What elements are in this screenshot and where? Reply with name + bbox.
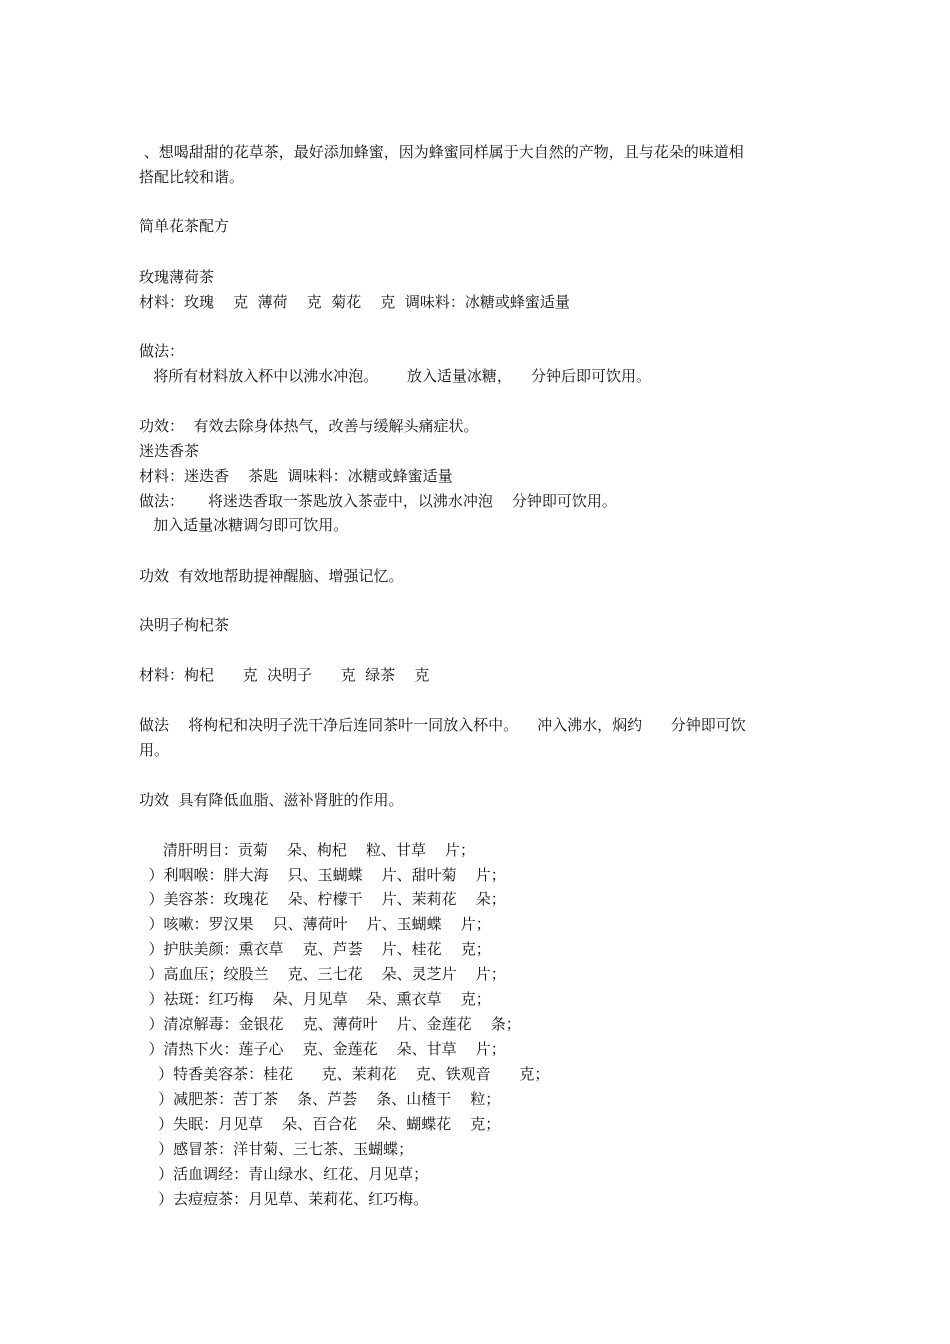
rosemary-effect: 功效 有效地帮助提神醒脑、增强记忆。 — [139, 567, 404, 585]
rose-mint-effect: 功效： 有效去除身体热气，改善与缓解头痛症状。 — [139, 417, 479, 435]
recipe-item: ）清凉解毒：金银花 克、薄荷叶 片、金莲花 条； — [139, 1015, 521, 1033]
recipe-item: ）高血压；绞股兰 克、三七花 朵、灵芝片 片； — [139, 965, 506, 983]
cassia-goji-effect: 功效 具有降低血脂、滋补肾脏的作用。 — [139, 791, 404, 809]
recipe-item: ）感冒茶：洋甘菊、三七茶、玉蝴蝶； — [139, 1140, 414, 1158]
recipe-item: ）活血调经：青山绿水、红花、月见草； — [139, 1165, 429, 1183]
recipe-item: ）减肥茶：苦丁茶 条、芦荟 条、山楂干 粒； — [139, 1090, 501, 1108]
recipe-item: ）祛斑：红巧梅 朵、月见草 朵、熏衣草 克； — [139, 990, 491, 1008]
recipe-item: ）咳嗽：罗汉果 只、薄荷叶 片、玉蝴蝶 片； — [139, 915, 491, 933]
intro-line-2: 搭配比较和谐。 — [139, 168, 245, 186]
cassia-goji-materials: 材料：枸杞 克 决明子 克 绿茶 克 — [139, 666, 430, 684]
recipe-item: ）特香美容茶：桂花 克、茉莉花 克、铁观音 克； — [139, 1065, 550, 1083]
rose-mint-title: 玫瑰薄荷茶 — [139, 268, 215, 286]
cassia-goji-title: 决明子枸杞茶 — [139, 616, 230, 634]
cassia-goji-method-line-1: 做法 将枸杞和决明子洗干净后连同茶叶一同放入杯中。 冲入沸水，焖约 分钟即可饮 — [139, 716, 746, 734]
rosemary-method: 做法： 将迷迭香取一茶匙放入茶壶中，以沸水冲泡 分钟即可饮用。 — [139, 492, 617, 510]
recipe-item: ）护肤美颜：熏衣草 克、芦荟 片、桂花 克； — [139, 940, 491, 958]
recipe-item: ）失眠：月见草 朵、百合花 朵、蝴蝶花 克； — [139, 1115, 501, 1133]
rose-mint-materials: 材料：玫瑰 克 薄荷 克 菊花 克 调味料：冰糖或蜂蜜适量 — [139, 293, 570, 311]
rosemary-method-continued: 加入适量冰糖调匀即可饮用。 — [139, 516, 349, 534]
recipe-item: ）清热下火：莲子心 克、金莲花 朵、甘草 片； — [139, 1040, 506, 1058]
rose-mint-method-label: 做法： — [139, 342, 185, 360]
recipe-item: ）利咽喉：胖大海 只、玉蝴蝶 片、甜叶菊 片； — [139, 866, 506, 884]
section-title: 简单花茶配方 — [139, 217, 230, 235]
recipe-item: 清肝明目：贡菊 朵、枸杞 粒、甘草 片； — [139, 841, 476, 859]
recipe-item: ）美容茶：玫瑰花 朵、柠檬干 片、茉莉花 朵； — [139, 890, 506, 908]
intro-line-1: 、想喝甜甜的花草茶，最好添加蜂蜜，因为蜂蜜同样属于大自然的产物，且与花朵的味道相 — [139, 143, 744, 161]
rosemary-materials: 材料：迷迭香 茶匙 调味料：冰糖或蜂蜜适量 — [139, 467, 453, 485]
cassia-goji-method-line-2: 用。 — [139, 741, 170, 759]
rose-mint-method: 将所有材料放入杯中以沸水冲泡。 放入适量冰糖， 分钟后即可饮用。 — [139, 367, 651, 385]
recipe-item: ）去痘痘茶：月见草、茉莉花、红巧梅。 — [139, 1190, 429, 1208]
rosemary-title: 迷迭香茶 — [139, 442, 200, 460]
